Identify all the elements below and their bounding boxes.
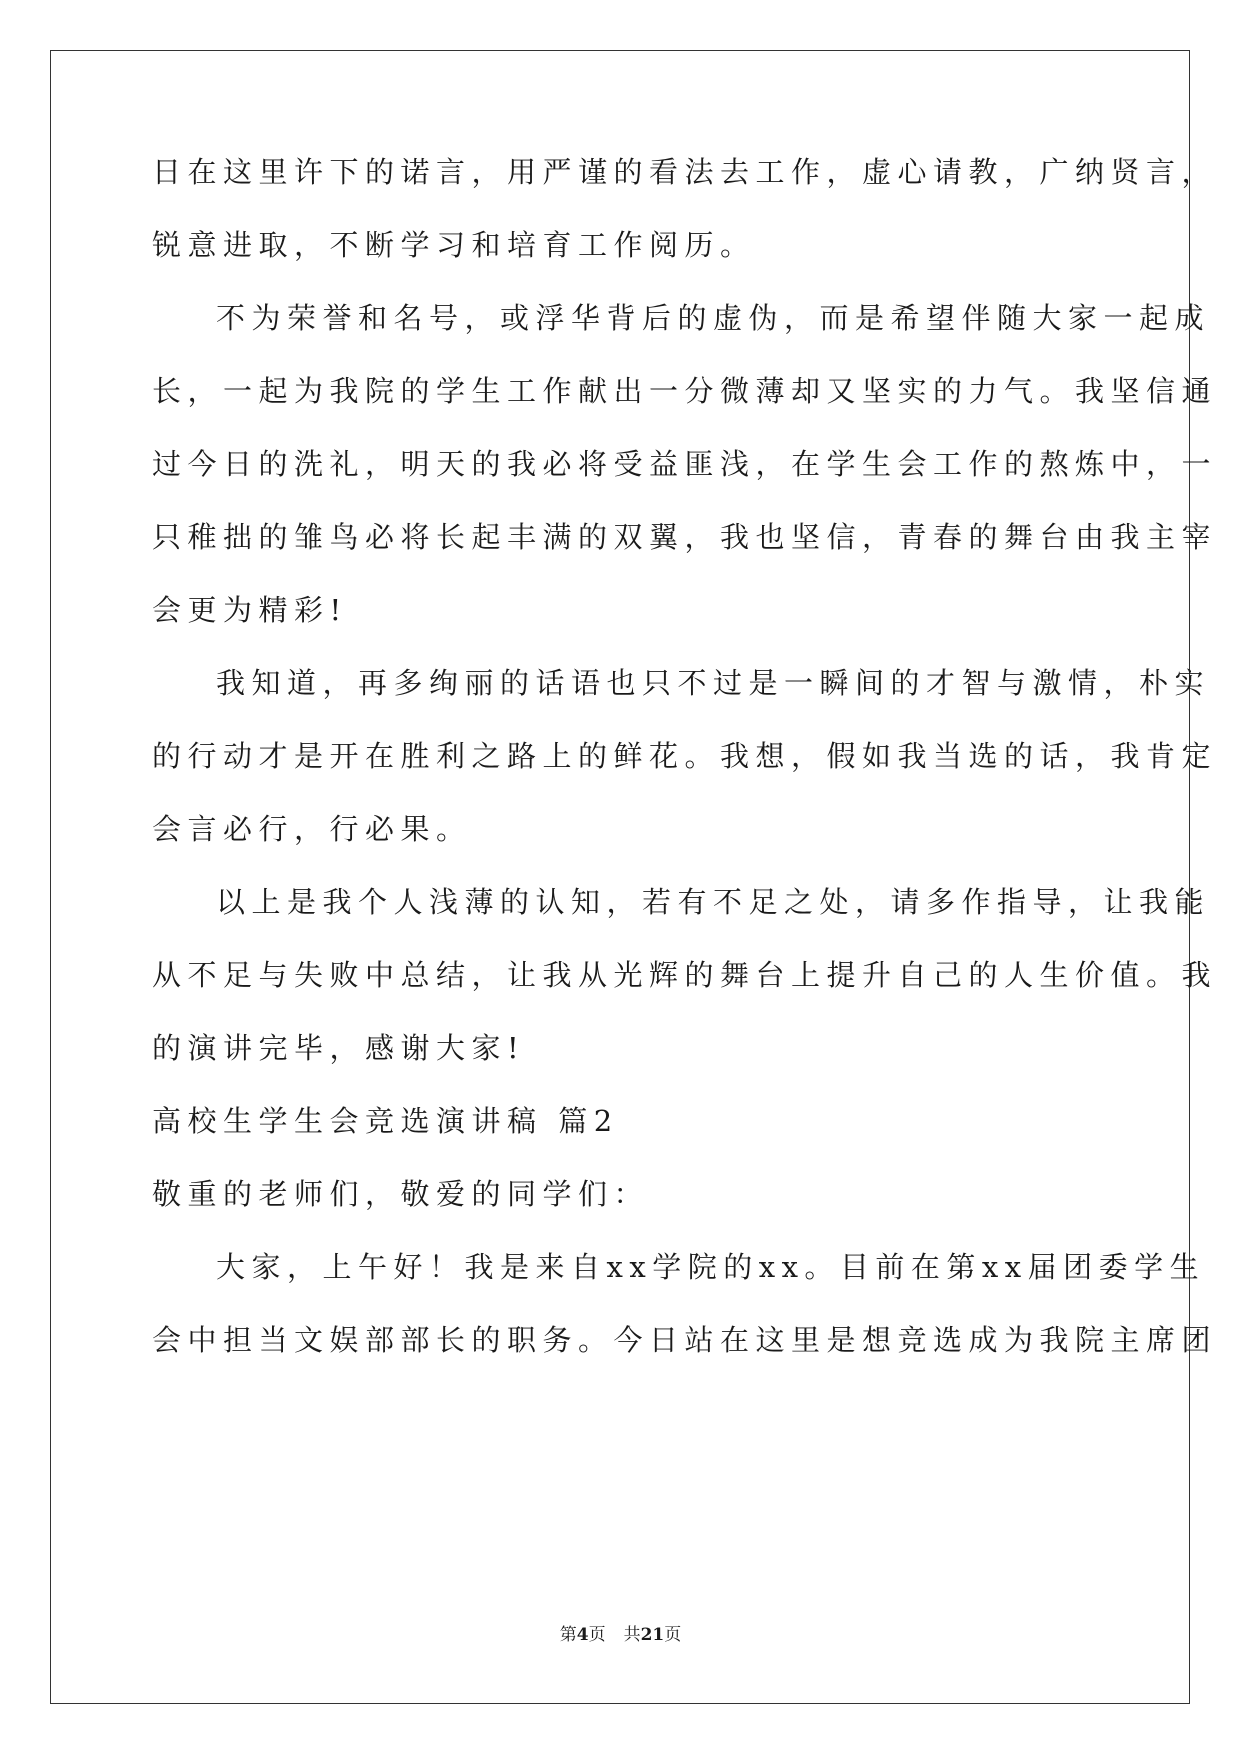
text-line: 只稚拙的雏鸟必将长起丰满的双翼，我也坚信，青春的舞台由我主宰 <box>152 520 1218 554</box>
text-line: 的行动才是开在胜利之路上的鲜花。我想，假如我当选的话，我肯定 <box>152 739 1218 773</box>
text-line: 大家，上午好！我是来自xx学院的xx。目前在第xx届团委学生 <box>216 1250 1206 1284</box>
text-line: 的演讲完毕，感谢大家! <box>152 1031 526 1065</box>
text-line: 长，一起为我院的学生工作献出一分微薄却又坚实的力气。我坚信通 <box>152 374 1218 408</box>
text-line: 过今日的洗礼，明天的我必将受益匪浅，在学生会工作的熬炼中，一 <box>152 447 1218 481</box>
section-heading: 高校生学生会竞选演讲稿 篇2 <box>152 1104 619 1138</box>
footer-prefix: 第 <box>559 1625 577 1645</box>
text-line: 从不足与失败中总结，让我从光辉的舞台上提升自己的人生价值。我 <box>152 958 1218 992</box>
text-line: 会言必行，行必果。 <box>152 812 472 846</box>
text-line: 我知道，再多绚丽的话语也只不过是一瞬间的才智与激情，朴实 <box>216 666 1211 700</box>
text-line: 会中担当文娱部部长的职务。今日站在这里是想竞选成为我院主席团 <box>152 1323 1218 1357</box>
salutation: 敬重的老师们，敬爱的同学们： <box>152 1177 650 1211</box>
footer-page-number: 4 <box>576 1625 589 1645</box>
footer-page-unit: 页 <box>588 1625 606 1645</box>
footer-total-pages: 21 <box>640 1625 665 1645</box>
page-footer <box>0 1620 1241 1645</box>
text-line: 会更为精彩! <box>152 593 348 627</box>
text-line: 以上是我个人浅薄的认知，若有不足之处，请多作指导，让我能 <box>216 885 1211 919</box>
footer-total-prefix: 共 <box>623 1625 641 1645</box>
text-line: 锐意进取，不断学习和培育工作阅历。 <box>152 228 756 262</box>
text-line: 不为荣誉和名号，或浮华背后的虚伪，而是希望伴随大家一起成 <box>216 301 1211 335</box>
text-line: 日在这里许下的诺言，用严谨的看法去工作，虚心请教，广纳贤言， <box>152 155 1218 189</box>
footer-total-unit: 页 <box>664 1625 682 1645</box>
